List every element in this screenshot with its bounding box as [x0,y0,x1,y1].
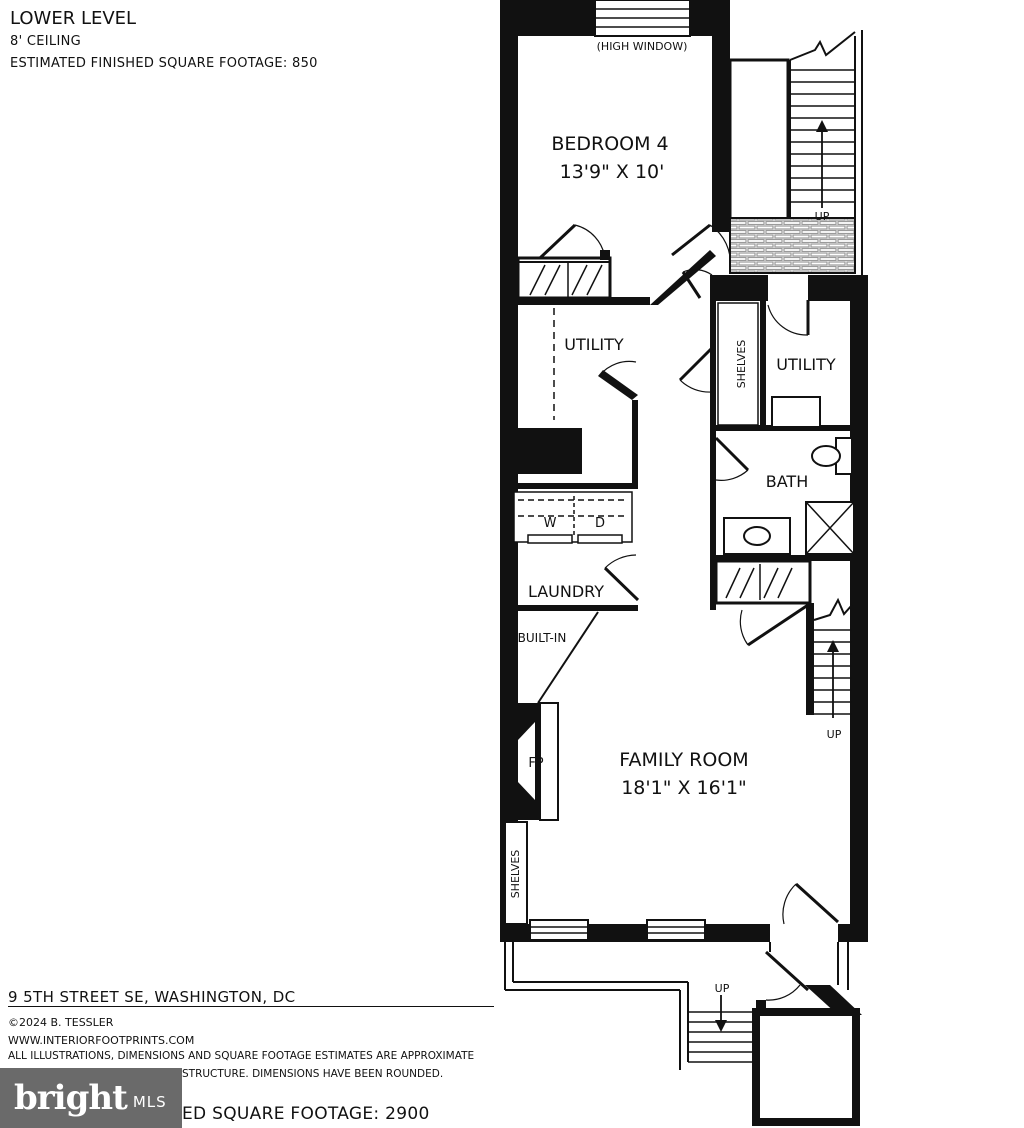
ceiling-height: 8' CEILING [10,34,81,49]
utility-left-label: UTILITY [564,335,624,354]
dryer-label: D [594,516,606,531]
front-door [783,884,838,924]
stair-up-mid-label: UP [826,728,842,741]
exterior-stair-top [730,30,862,275]
bedroom-name-label: BEDROOM 4 [551,133,669,155]
bedroom-closet [518,225,610,298]
bright-mls-logo [0,1068,182,1128]
shelves-lower-label: SHELVES [509,849,522,899]
website: WWW.INTERIORFOOTPRINTS.COM [8,1034,195,1047]
total-square-footage: ED SQUARE FOOTAGE: 2900 [182,1104,430,1124]
disclaimer-line-1: ALL ILLUSTRATIONS, DIMENSIONS AND SQUARE FOOTAGE ESTIMATES ARE APPROXIMATE [8,1050,475,1062]
fireplace-label: FP [528,756,544,771]
high-window-label: (HIGH WINDOW) [596,40,688,53]
square-footage: ESTIMATED FINISHED SQUARE FOOTAGE: 850 [10,56,318,71]
mls-logo-text: MLS [132,1093,167,1111]
stair-up-top-label: UP [814,210,830,223]
interior-stair [814,600,852,718]
washer-label: W [543,516,557,531]
bath-label: BATH [765,472,809,491]
family-room-dims-label: 18'1" X 16'1" [621,777,747,799]
high-window [595,0,690,36]
utility-left [508,305,638,485]
disclaimer-line-2: STRUCTURE. DIMENSIONS HAVE BEEN ROUNDED. [182,1068,444,1080]
copyright: ©2024 B. TESSLER [8,1016,114,1029]
lower-closet [716,561,814,715]
bright-logo-text: bright [14,1078,127,1118]
family-room-name-label: FAMILY ROOM [619,749,749,771]
bedroom-dims-label: 13'9" X 10' [559,161,665,183]
stair-up-bottom-label: UP [714,982,730,995]
utility-right-label: UTILITY [776,355,836,374]
address: 9 5TH STREET SE, WASHINGTON, DC [8,988,296,1006]
front-entry [505,942,862,1122]
laundry-label: LAUNDRY [527,582,605,601]
built-in-label: BUILT-IN [517,631,567,645]
shelves-upper-label: SHELVES [735,339,748,389]
level-title: LOWER LEVEL [10,8,137,29]
footer-divider [8,1006,494,1007]
built-in [505,612,598,705]
